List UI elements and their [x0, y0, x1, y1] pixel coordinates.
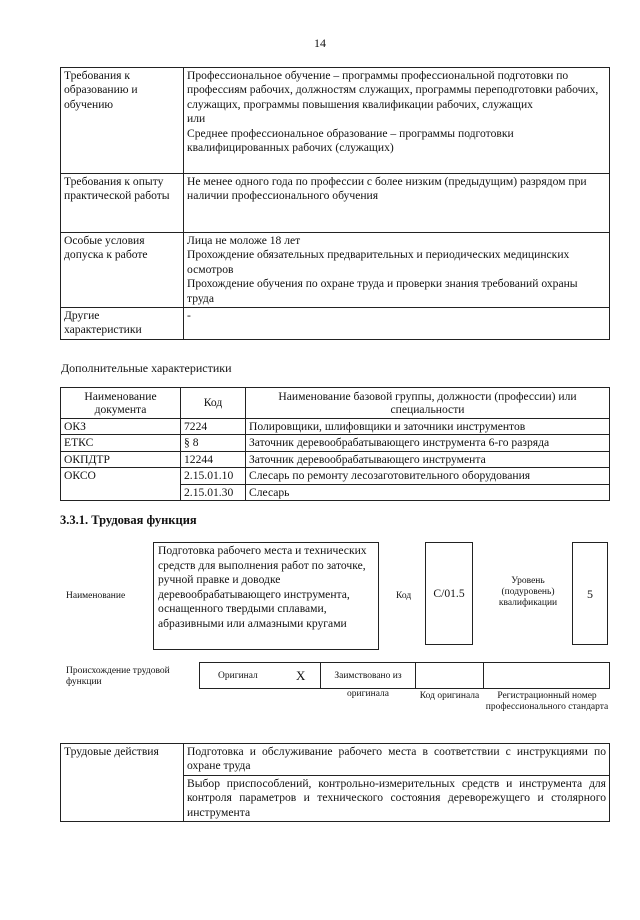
origin-code-box — [415, 662, 484, 689]
cell-doc: ЕТКС — [61, 435, 181, 451]
function-heading: 3.3.1. Трудовая функция — [60, 513, 197, 527]
requirement-line: Прохождение обязательных предварительных и периодических медицинских осмотров — [187, 248, 570, 276]
cell-name: Слесарь — [246, 484, 610, 500]
qualification-level-box — [572, 542, 608, 645]
function-code-box — [425, 542, 473, 645]
cell-doc: ОКСО — [61, 468, 181, 501]
origin-original-label: Оригинал — [218, 671, 258, 681]
actions-label: Трудовые действия — [61, 744, 184, 822]
function-name-value: Подготовка рабочего места и технических средств для выполнения работ по заточке, ручной правке и доводке деревообрабатывающего инструмента, оснащенного твердыми сплавами, абразивными или алмазными кругами — [158, 544, 367, 630]
function-name-label: Наименование — [66, 591, 126, 601]
column-header-doc: Наименование документа — [61, 388, 181, 419]
origin-mark: X — [296, 668, 306, 683]
table-row — [61, 744, 610, 776]
cell-name: Слесарь по ремонту лесозаготовительного оборудования — [246, 468, 610, 484]
reg-number-label: Регистрационный номер профессионального стандарта — [485, 691, 609, 712]
qualification-level-label: Уровень (подуровень) квалификации — [498, 576, 558, 608]
function-name-box — [153, 542, 379, 650]
cell-doc: ОКЗ — [61, 419, 181, 435]
action-item: Подготовка и обслуживание рабочего места в соответствии с инструкциями по охране труда — [184, 744, 610, 776]
requirement-label: Особые условия допуска к работе — [61, 233, 184, 308]
table-row — [61, 435, 610, 451]
table-row — [61, 451, 610, 467]
table-header-row — [61, 388, 610, 419]
column-header-name: Наименование базовой группы, должности (профессии) или специальности — [246, 388, 610, 419]
origin-original-box — [199, 662, 321, 689]
cell-name: Полировщики, шлифовщики и заточники инструментов — [246, 419, 610, 435]
origin-code-label: Код оригинала — [419, 691, 480, 701]
requirement-value — [184, 233, 610, 308]
action-item: Выбор приспособлений, контрольно-измерительных средств и инструмента для контроля параметров и технического состояния дереворежущего и столярного инструмента — [184, 775, 610, 821]
column-header-code: Код — [181, 388, 246, 419]
requirements-table — [60, 67, 610, 340]
function-code-value: C/01.5 — [433, 587, 465, 600]
additional-table — [60, 387, 610, 501]
origin-borrowed-label: Заимствовано из оригинала — [334, 671, 402, 699]
page-number: 14 — [314, 36, 326, 50]
origin-reg-box — [483, 662, 610, 689]
requirement-line: Прохождение обучения по охране труда и проверки знания требований охраны труда — [187, 277, 578, 305]
actions-table — [60, 743, 610, 822]
requirement-label: Другие характеристики — [61, 308, 184, 340]
table-row — [61, 233, 610, 308]
requirement-value — [184, 308, 610, 340]
qualification-level-value: 5 — [587, 587, 593, 601]
table-row — [61, 468, 610, 484]
requirement-line: Не менее одного года по профессии с более низким (предыдущим) разрядом при наличии профессионального обучения — [187, 175, 587, 203]
requirement-line: Среднее профессиональное образование – программы подготовки квалифицированных рабочих (служащих) — [187, 126, 514, 155]
cell-code: § 8 — [181, 435, 246, 451]
requirement-value — [184, 68, 610, 174]
cell-code: 7224 — [181, 419, 246, 435]
function-code-label: Код — [396, 591, 412, 601]
requirement-line: или — [187, 112, 206, 126]
requirement-label: Требования к опыту практической работы — [61, 174, 184, 233]
requirement-label: Требования к образованию и обучению — [61, 68, 184, 174]
cell-code: 2.15.01.10 — [181, 468, 246, 484]
requirement-line: Профессиональное обучение – программы профессиональной подготовки по профессиям рабочих, должностям служащих, программы переподготовки рабочих, служащих, программы повышения квалификации рабочих, служащих — [187, 69, 599, 111]
origin-label: Происхождение трудовой функции — [66, 666, 170, 687]
requirement-line: Лица не моложе 18 лет — [187, 234, 301, 247]
cell-name: Заточник деревообрабатывающего инструмента — [246, 451, 610, 467]
requirement-value — [184, 174, 610, 233]
cell-name: Заточник деревообрабатывающего инструмента 6-го разряда — [246, 435, 610, 451]
origin-borrowed-box — [320, 662, 416, 699]
table-row — [61, 68, 610, 174]
additional-title: Дополнительные характеристики — [61, 361, 232, 375]
cell-code: 2.15.01.30 — [181, 484, 246, 500]
cell-doc: ОКПДТР — [61, 451, 181, 467]
table-row — [61, 308, 610, 340]
table-row — [61, 419, 610, 435]
table-row — [61, 174, 610, 233]
requirement-line: - — [187, 309, 191, 323]
cell-code: 12244 — [181, 451, 246, 467]
